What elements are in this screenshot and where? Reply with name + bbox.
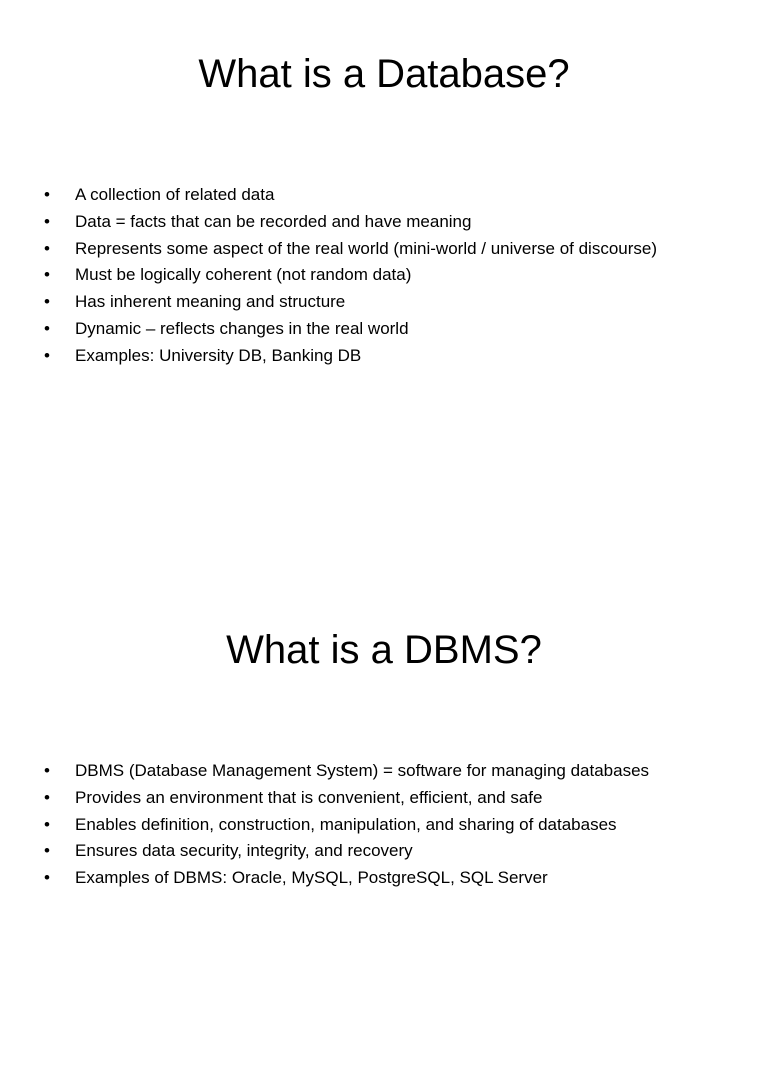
bullet-text: Dynamic – reflects changes in the real world xyxy=(75,318,409,338)
bullet-text: DBMS (Database Management System) = software for managing databases xyxy=(75,761,650,780)
bullet-icon: • xyxy=(44,814,50,834)
bullet-text: Examples: University DB, Banking DB xyxy=(75,345,362,365)
bullet-text: Represents some aspect of the real world (mini-world / universe of discourse) xyxy=(75,238,658,258)
bullet-text: Provides an environment that is convenient, efficient, and safe xyxy=(75,787,543,807)
bullet-icon: • xyxy=(44,345,50,365)
bullet-text: Examples of DBMS: Oracle, MySQL, PostgreSQL, SQL Server xyxy=(75,868,548,888)
bullet-icon: • xyxy=(44,265,50,285)
slide-title: What is a Database? xyxy=(198,52,570,96)
bullet-icon: • xyxy=(44,185,50,204)
bullet-text: Has inherent meaning and structure xyxy=(75,292,346,312)
bullet-text: Must be logically coherent (not random data) xyxy=(75,265,412,285)
bullet-icon: • xyxy=(44,787,50,807)
bullet-icon: • xyxy=(44,238,50,258)
bullet-icon: • xyxy=(44,318,50,338)
bullet-icon: • xyxy=(44,292,50,312)
slide-dbms xyxy=(0,576,768,1088)
bullet-icon: • xyxy=(44,841,50,861)
slide-title: What is a DBMS? xyxy=(226,628,542,672)
bullet-icon: • xyxy=(44,868,50,888)
bullet-icon: • xyxy=(44,211,50,231)
bullet-icon: • xyxy=(44,761,50,780)
bullet-text: Ensures data security, integrity, and recovery xyxy=(75,841,413,861)
bullet-text: Enables definition, construction, manipulation, and sharing of databases xyxy=(75,814,617,834)
bullet-text: Data = facts that can be recorded and have meaning xyxy=(75,211,472,231)
bullet-text: A collection of related data xyxy=(75,185,275,204)
slide-database xyxy=(0,0,768,512)
